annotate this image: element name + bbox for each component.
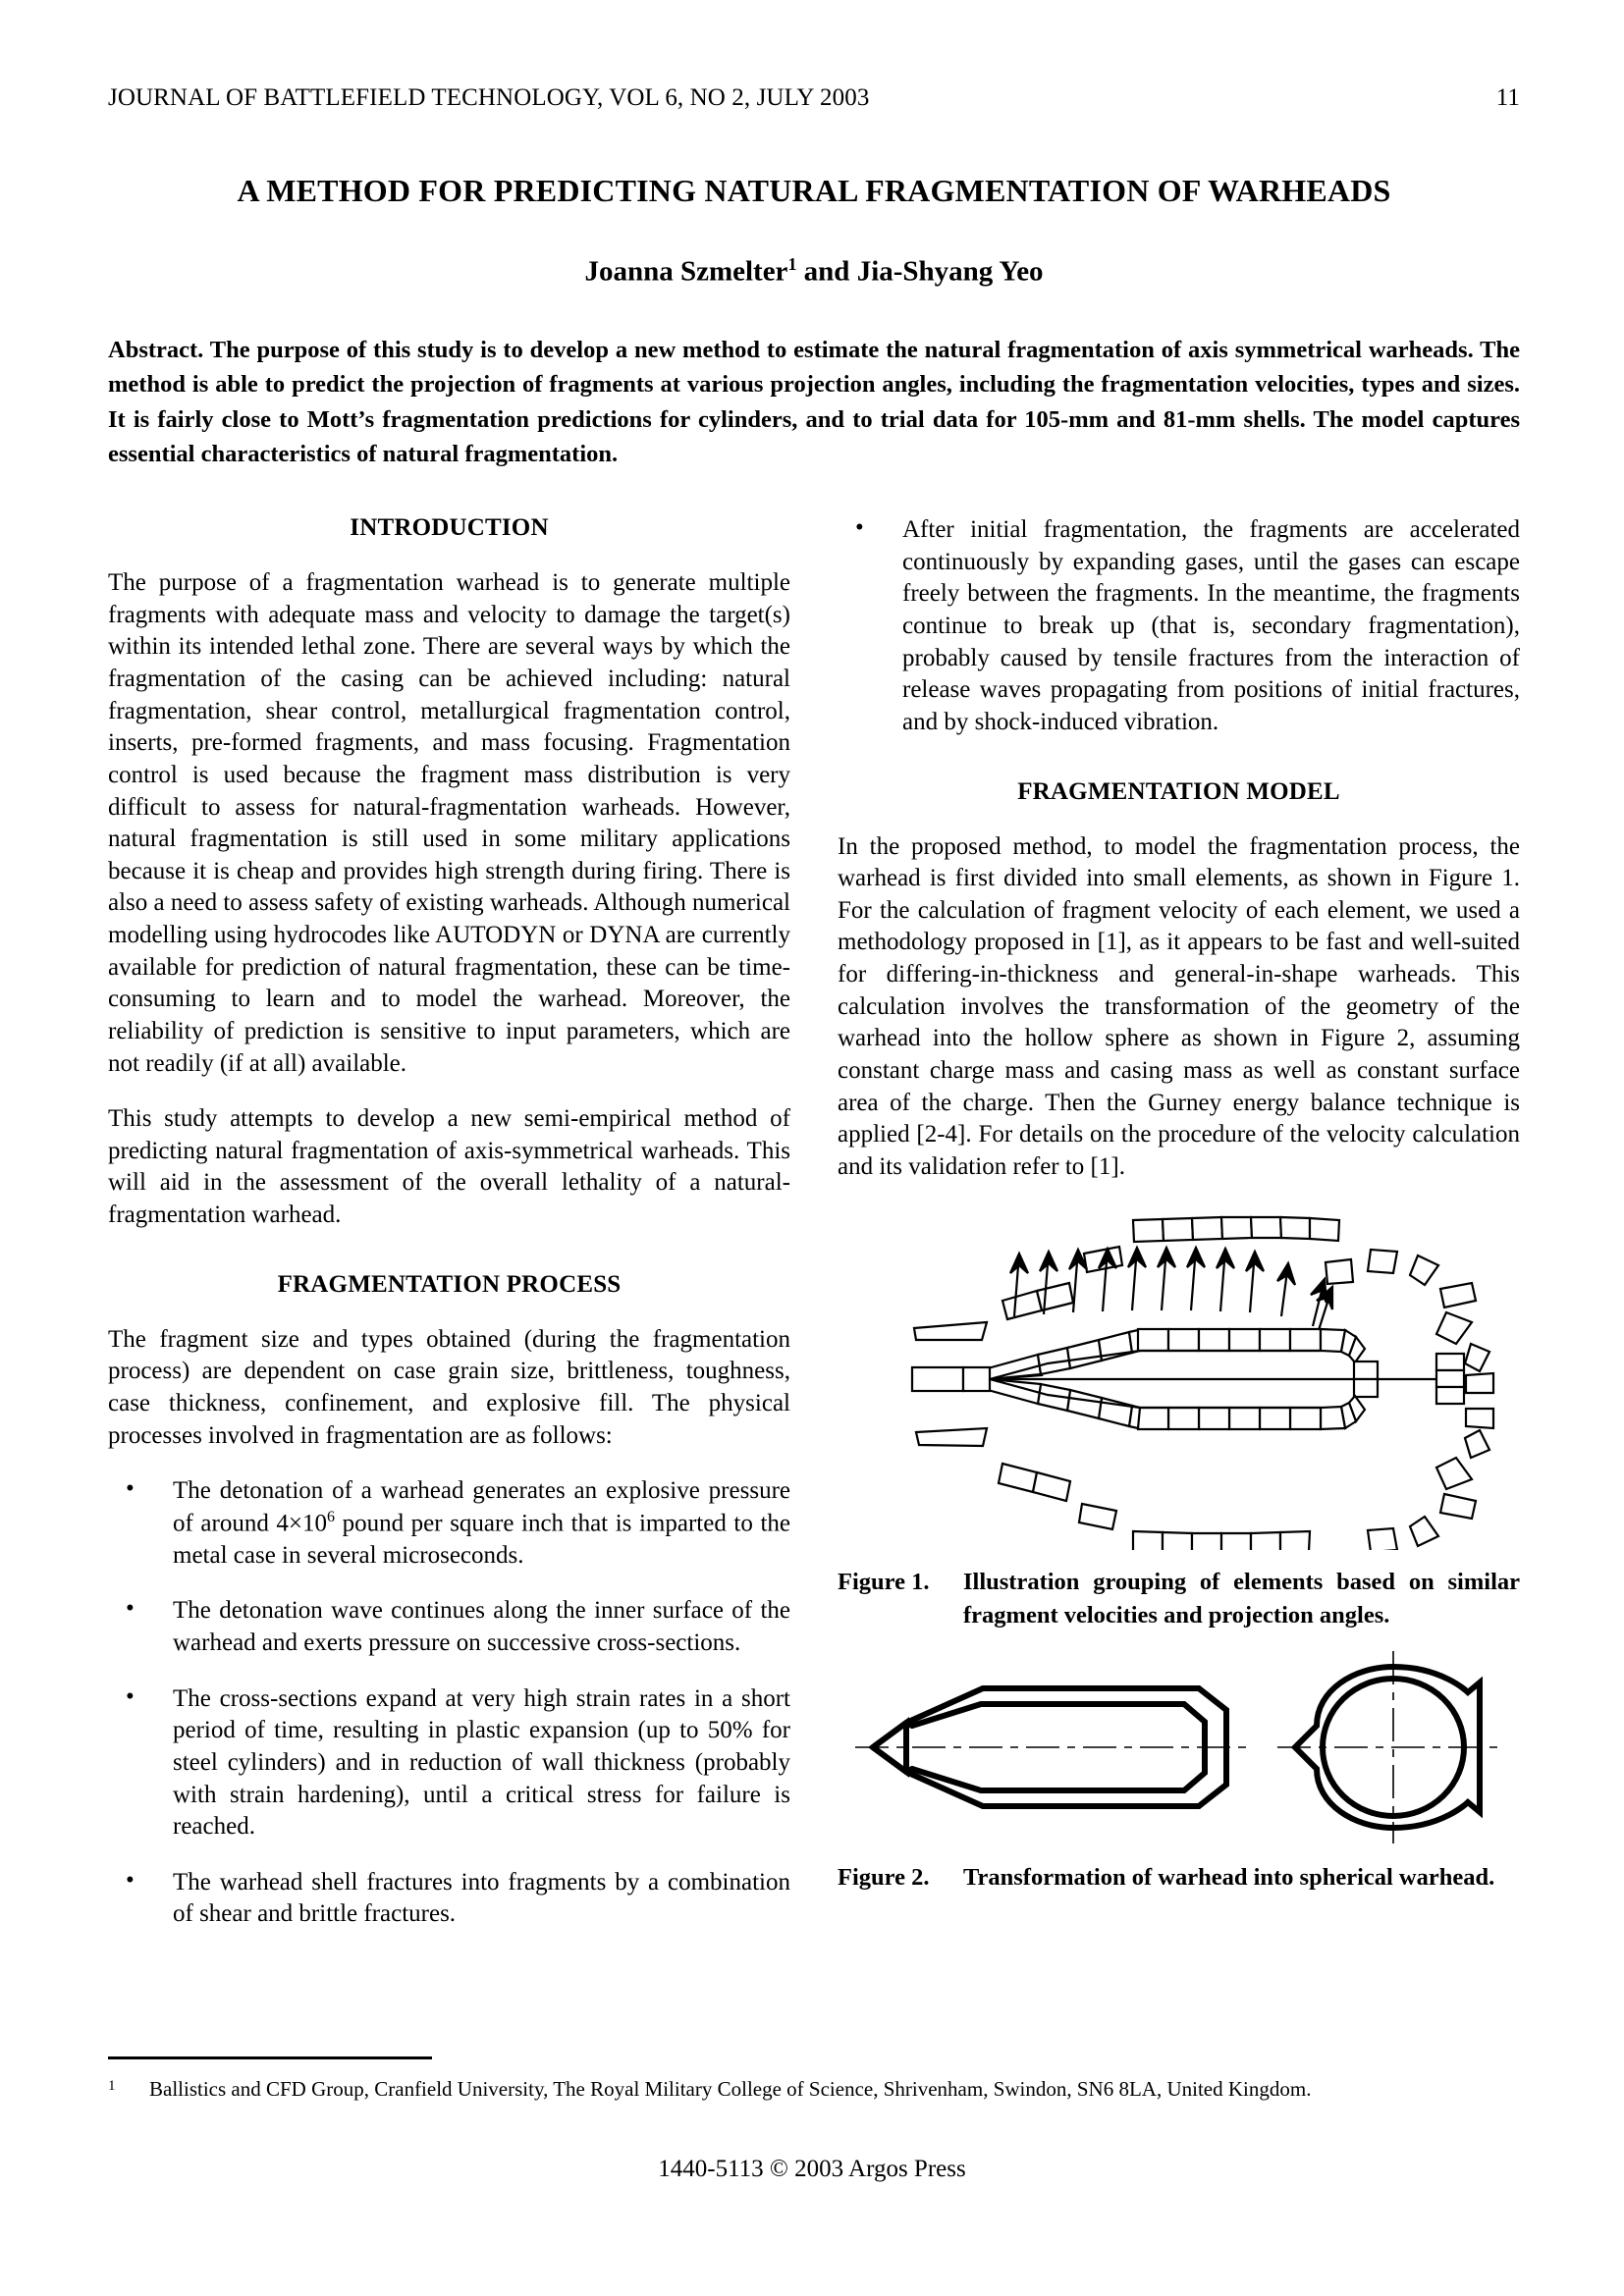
running-head-journal: JOURNAL OF BATTLEFIELD TECHNOLOGY, VOL 6, NO 2, JULY 2003	[108, 84, 870, 111]
list-item-text-part1: The warhead shell fractures into fragments by a combination of shear and brittle fractures.	[173, 1868, 790, 1928]
author-name-1: Joanna Szmelter	[584, 255, 788, 288]
figure-1-illustration	[855, 1206, 1503, 1550]
body-columns	[108, 514, 1520, 1954]
bullet-icon: •	[126, 1595, 135, 1623]
list-item-text-part2: pound per square inch that is imparted to the metal case in several microseconds.	[173, 1510, 790, 1569]
bullet-icon: •	[126, 1682, 135, 1710]
figure-2-block	[838, 1649, 1520, 1894]
right-column	[838, 514, 1520, 1954]
fragmentation-process-bullet-list	[108, 1475, 790, 1931]
exponent: 6	[327, 1508, 336, 1525]
running-head	[108, 84, 1520, 112]
bullet-icon: •	[126, 1475, 135, 1503]
footnote-text: Ballistics and CFD Group, Cranfield University, The Royal Military College of Science, Shrivenham, Swindon, SN6 8LA, United Kingdom.	[149, 2077, 1312, 2101]
author-footnote-marker: 1	[787, 253, 797, 274]
paper-title: A METHOD FOR PREDICTING NATURAL FRAGMENTATION OF WARHEADS	[237, 172, 1391, 208]
list-item	[108, 1867, 790, 1931]
figure-2-caption-text: Transformation of warhead into spherical warhead.	[963, 1864, 1495, 1892]
section-heading-fragmentation-model: FRAGMENTATION MODEL	[1017, 777, 1340, 805]
list-item	[108, 1595, 790, 1659]
left-column	[108, 514, 790, 1954]
list-item-text-part1: After initial fragmentation, the fragments are accelerated continuously by expanding gases, until the gases can escape freely between the fragments. In the meantime, the fragments continue to break up (that is, secondary fragmentation), probably caused by tensile fractures from the interaction of release waves propagating from positions of initial fractures, and by shock-induced vibration.	[902, 516, 1520, 735]
figure-1-caption	[838, 1566, 1520, 1631]
intro-paragraph-2: This study attempts to develop a new semi-empirical method of predicting natural fragmentation of axis-symmetrical warheads. This will aid in the assessment of the overall lethality of a natural-fragmentation warhead.	[108, 1105, 790, 1229]
page-content	[108, 84, 1520, 1954]
list-item	[108, 1683, 790, 1843]
footnote-area	[108, 2056, 1520, 2105]
abstract	[108, 333, 1520, 471]
figure-1-block	[838, 1206, 1520, 1631]
figure-2-caption	[838, 1861, 1520, 1894]
author-line	[108, 254, 1520, 289]
figure-1-caption-text: Illustration grouping of elements based on similar fragment velocities and projection angles.	[963, 1569, 1520, 1629]
section-heading-introduction: INTRODUCTION	[350, 514, 549, 542]
list-item	[108, 1475, 790, 1572]
author-conjunction: and	[796, 255, 857, 288]
figure-2-label: Figure 2.	[838, 1864, 930, 1892]
figure-2-illustration	[855, 1649, 1503, 1845]
fragmentation-process-paragraph: The fragment size and types obtained (during the fragmentation process) are dependent on case grain size, brittleness, toughness, case thickness, confinement, and explosive fill. The physical processes involved in fragmentation are as follows:	[108, 1325, 790, 1449]
page-footer: 1440-5113 © 2003 Argos Press	[658, 2156, 966, 2182]
page-number: 11	[1495, 84, 1520, 111]
list-item-text-part1: The detonation wave continues along the inner surface of the warhead and exerts pressure on successive cross-sections.	[173, 1597, 790, 1657]
fragmentation-process-bullet-list-continued	[838, 514, 1520, 738]
list-item	[838, 514, 1520, 738]
abstract-label: Abstract.	[108, 337, 204, 364]
footnote	[108, 2075, 1520, 2105]
footnote-separator	[108, 2056, 432, 2059]
intro-paragraph-1: The purpose of a fragmentation warhead is to generate multiple fragments with adequate mass and velocity to damage the target(s) within its intended lethal zone. There are several ways by which the fragmentation of the casing can be achieved including: natural fragmentation, shear control, metallurgical fragmentation control, inserts, pre-formed fragments, and mass focusing. Fragmentation control is used because the fragment mass distribution is very difficult to assess for natural-fragmentation warheads. However, natural fragmentation is still used in some military applications because it is cheap and provides high strength during firing. There is also a need to assess safety of existing warheads. Although numerical modelling using hydrocodes like AUTODYN or DYNA are currently available for prediction of natural fragmentation, these can be time-consuming to learn and to model the warhead. Moreover, the reliability of prediction is sensitive to input parameters, which are not readily (if at all) available.	[108, 569, 790, 1077]
section-heading-fragmentation-process: FRAGMENTATION PROCESS	[277, 1270, 622, 1298]
list-item-text-part1: The cross-sections expand at very high strain rates in a short period of time, resulting in plastic expansion (up to 50% for steel cylinders) and in reduction of wall thickness (probably with strain hardening), until a critical stress for failure is reached.	[173, 1684, 790, 1841]
footnote-marker: 1	[108, 2078, 116, 2094]
author-name-2: Jia-Shyang Yeo	[856, 255, 1044, 288]
abstract-text: The purpose of this study is to develop a new method to estimate the natural fragmentation of axis symmetrical warheads. The method is able to predict the projection of fragments at various projection angles, including the fragmentation velocities, types and sizes. It is fairly close to Mott’s fragmentation predictions for cylinders, and to trial data for 105-mm and 81-mm shells. The model captures essential characteristics of natural fragmentation.	[108, 337, 1520, 467]
bullet-icon: •	[126, 1866, 135, 1894]
bullet-icon: •	[855, 514, 864, 542]
figure-1-label: Figure 1.	[838, 1569, 930, 1596]
fragmentation-model-paragraph: In the proposed method, to model the fragmentation process, the warhead is first divided into small elements, as shown in Figure 1. For the calculation of fragment velocity of each element, we used a methodology proposed in [1], as it appears to be fast and well-suited for differing-in-thickness and general-in-shape warheads. This calculation involves the transformation of the geometry of the warhead into the hollow sphere as shown in Figure 2, assuming constant charge mass and casing mass as well as constant surface area of the charge. Then the Gurney energy balance technique is applied [2-4]. For details on the procedure of the velocity calculation and its validation refer to [1].	[838, 832, 1520, 1180]
list-item-text-part1: The detonation of a warhead generates an explosive pressure of around 4×10	[173, 1477, 790, 1537]
